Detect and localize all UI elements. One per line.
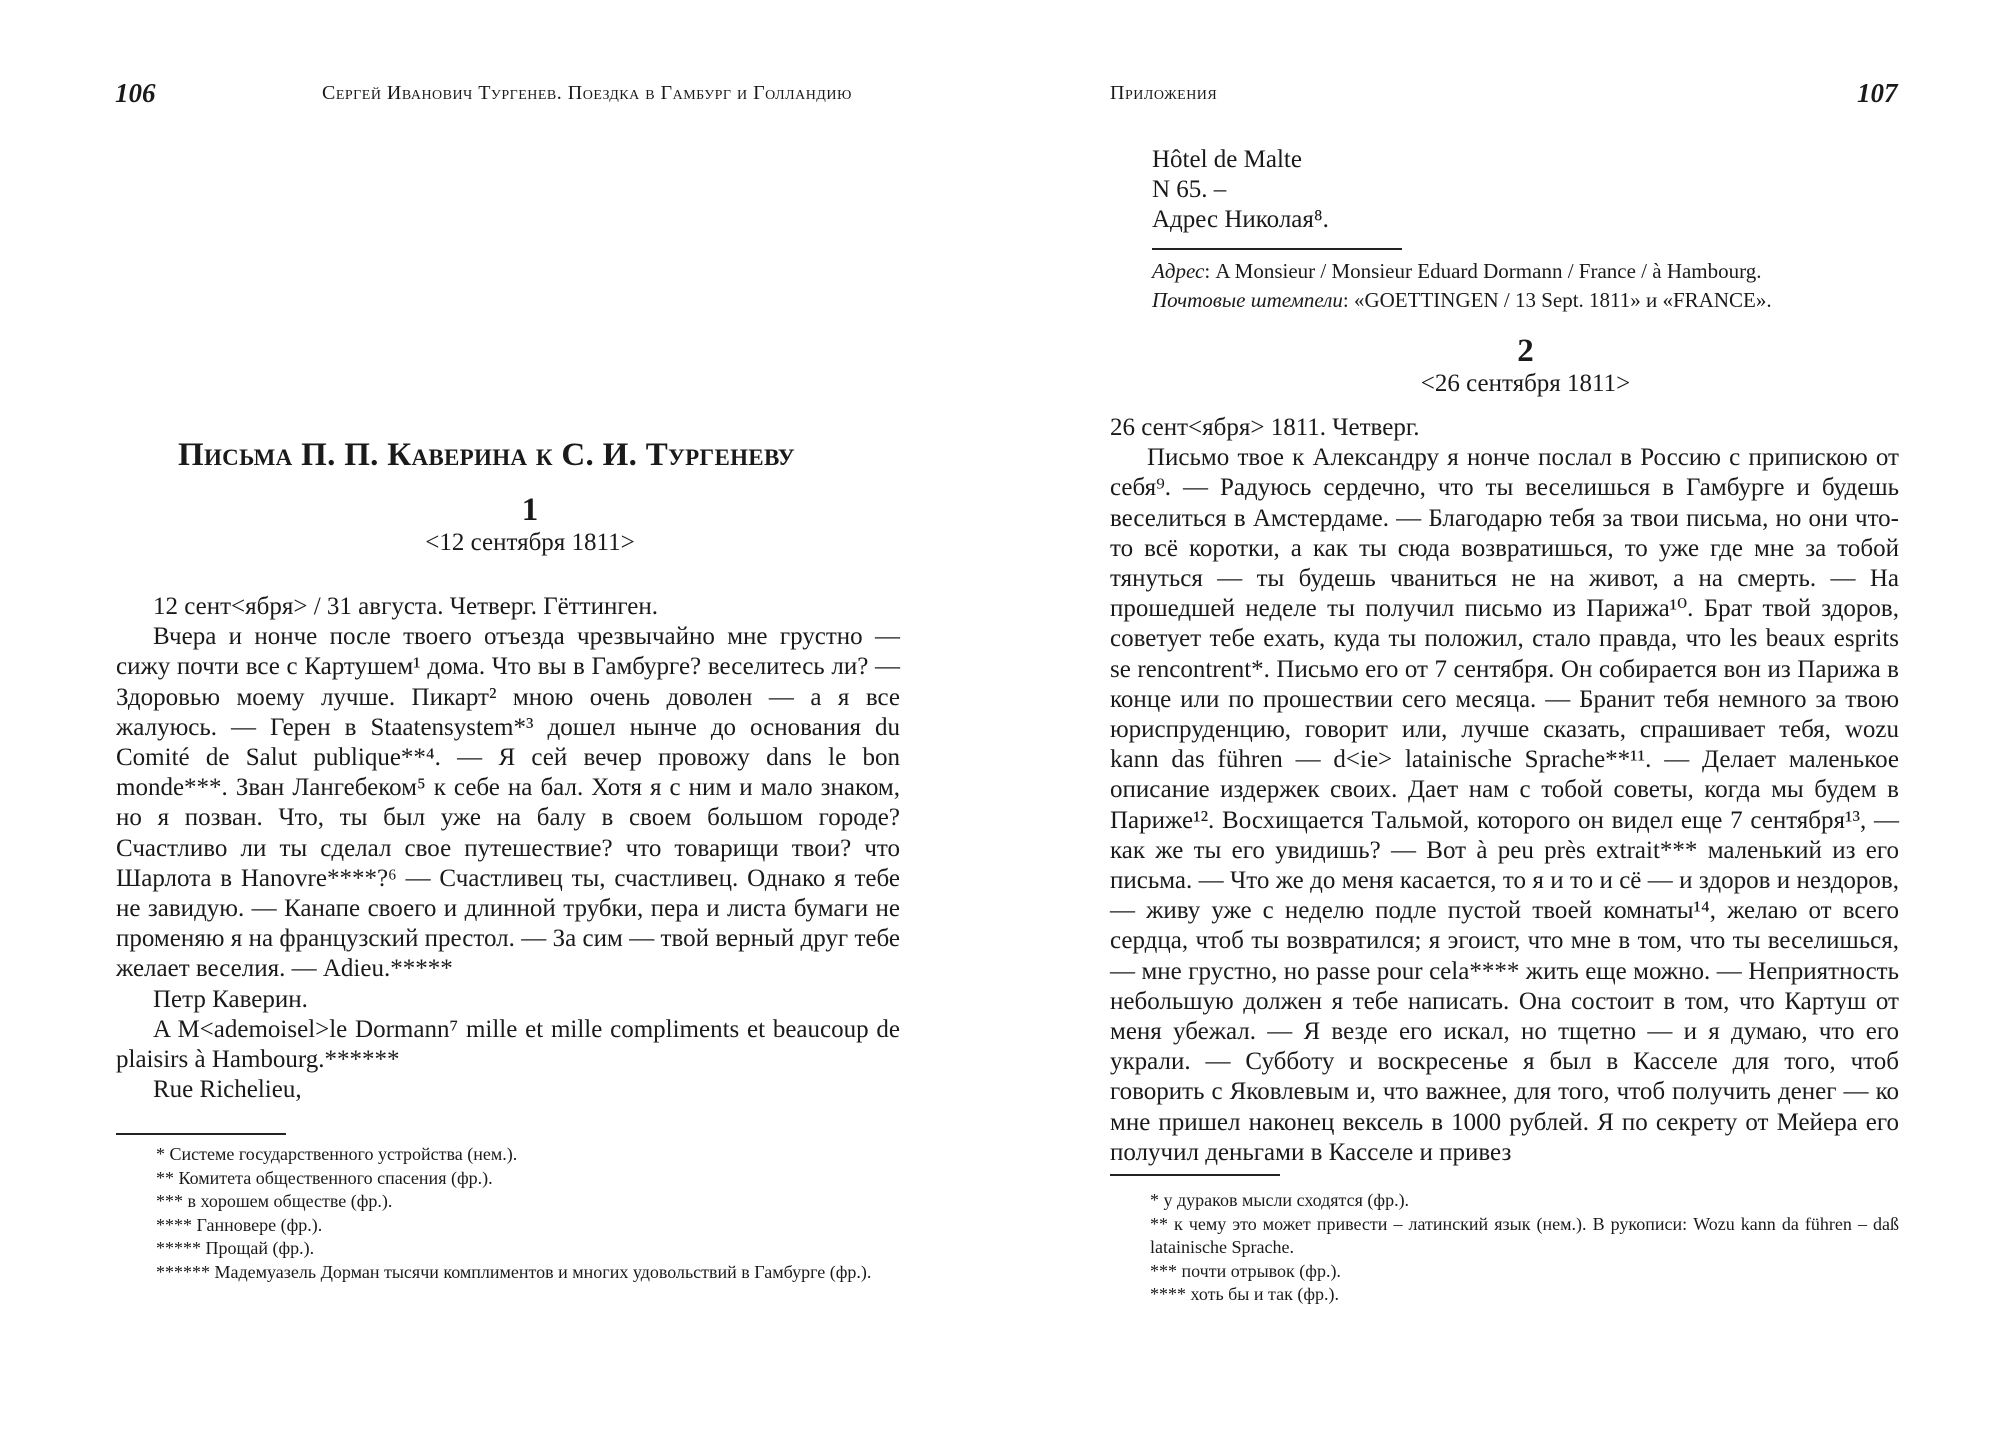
letter-number: 2 [1517,333,1534,369]
footnote: ** Комитета общественного спасения (фр.). [156,1167,493,1188]
address-line: N 65. – [1152,176,1227,203]
page-number: 107 [1857,78,1898,108]
paragraph: A M<ademoisel>le Dormann⁷ mille et mille compliments et beaucoup de plaisirs à Hambourg.****** [116,1015,900,1074]
footnotes [116,1143,900,1284]
right-page [1000,0,2000,1430]
running-head: Приложения [1110,82,1218,104]
postmarks-note [1152,286,1899,315]
paragraph: Rue Richelieu, [153,1076,302,1104]
signature: Петр Каверин. [153,985,308,1013]
footnote: ***** Прощай (фр.). [156,1238,315,1258]
footnote: ** к чему это может привести – латинский язык (нем.). В рукописи: Wozu kann da führen – daß latainische Sprache. [1150,1213,1899,1257]
section-title: Письма П. П. Каверина к С. И. Тургеневу [178,437,795,473]
address-text: : A Monsieur / Monsieur Eduard Dormann / France / à Hambourg. [1204,259,1762,283]
page-number: 106 [115,78,156,108]
letter-body [116,592,900,1105]
running-head: Сергей Иванович Тургенев. Поездка в Гамбург и Голландию [322,82,852,104]
address-rule [1152,248,1402,250]
footnote: **** хоть бы и так (фр.). [1150,1284,1340,1304]
footnote: *** почти отрывок (фр.). [1150,1260,1341,1281]
footnote: * у дураков мысли сходятся (фр.). [1150,1190,1410,1210]
address-label: Адрес [1152,259,1205,283]
postmarks-text: : «GOETTINGEN / 13 Sept. 1811» и «FRANCE». [1342,288,1772,312]
footnote: **** Ганновере (фр.). [156,1214,323,1235]
letter-number: 1 [521,492,539,528]
address-line: Адрес Николая⁸. [1152,206,1329,233]
letter-heading [150,492,910,558]
address-note [1152,257,1899,286]
footnote-rule [116,1133,286,1135]
footnotes [1110,1189,1899,1307]
paragraph: 26 сент<ября> 1811. Четверг. [1110,414,1420,441]
footnote: ****** Мадемуазель Дорман тысячи комплиментов и многих удовольствий в Гамбурге (фр.). [156,1261,872,1282]
paragraph: Письмо твое к Александру я нонче послал в Россию с припискою от себя⁹. — Радуюсь сердечно, что ты веселишься в Гамбурге и будешь веселиться в Амстердаме. — Благодарю тебя за твои письма, но они что-то всё коротки, а как ты сюда возвратишься, то уже где мне за тобой тянуться — ты будешь чваниться не на живот, а на смерть. — На прошедшей неделе ты получил письмо из Парижа¹⁰. Брат твой здоров, советует тебе ехать, куда ты положил, стало правда, что les beaux esprits se rencontrent*. Письмо его от 7 сентября. Он собирается вон из Парижа в конце или по прошествии сего месяца. — Бранит тебя немного за твою юриспруденцию, говорит или, лучше сказать, спрашивает тебя, wozu kann das führen — d<ie> latainische Sprache**¹¹. — Делает маленькое описание издержек своих. Дает нам с тобой советы, когда мы будем в Париже¹². Восхищается Тальмой, которого он видел еще 7 сентября¹³, — как же ты его увидишь? — Вот à peu près extrait*** маленький из его письма. — Что же до меня касается, то я и то и сё — и здоров и нездоров, — живу уже с неделю подле пустой твоей комнаты¹⁴, желаю от всего сердца, чтоб ты возвратился; я эгоист, что мне в том, что ты веселишься, — мне грустно, но passe pour cela**** жить еще можно. — Неприятность небольшую должен я тебе написать. Она состоит в том, что Картуш от меня убежал. — Я везде его искал, но тщетно — и я думаю, что его украли. — Субботу и воскресенье я был в Касселе для того, чтоб говорить с Яковлевым и, что важнее, для того, чтоб получить денег — ко мне пришел наконец вексель в 1000 рублей. Я по секрету от Мейера его получил деньгами в Касселе и привез [1110,444,1899,1166]
letter-body [1110,413,1899,1168]
address-block [1152,145,1752,235]
letter-heading [1152,333,1899,399]
envelope-notes [1152,257,1899,315]
footnote-rule [1110,1174,1280,1176]
footnote: *** в хорошем обществе (фр.). [156,1191,393,1211]
address-line: Hôtel de Malte [1152,146,1302,173]
letter-date: <12 сентября 1811> [425,529,635,556]
paragraph: Вчера и нонче после твоего отъезда чрезвычайно мне грустно — сижу почти все с Картушем¹ дома. Что вы в Гамбурге? веселитесь ли? — Здоровью моему лучше. Пикарт² мною очень доволен — а я все жалуюсь. — Герен в Staatensystem*³ дошел нынче до основания du Comité de Salut publique**⁴. — Я сей вечер провожу dans le bon monde***. Зван Лангебеком⁵ к себе на бал. Хотя я с ним и мало знаком, но я позван. Что, ты был уже на балу в своем большом городе? Счастливо ли ты сделал свое путешествие? что товарищи твои? что Шарлота в Hanovre****?⁶ — Счастливец ты, счастливец. Однако я тебе не завидую. — Канапе своего и длинной трубки, пера и листа бумаги не променяю я на французский престол. — За сим — твой верный друг тебе желает веселия. — Adieu.***** [116,623,900,983]
paragraph: 12 сент<ября> / 31 августа. Четверг. Гёттинген. [153,593,659,620]
letter-date: <26 сентября 1811> [1420,370,1631,397]
footnote: * Системе государственного устройства (нем.). [156,1144,518,1164]
postmarks-label: Почтовые штемпели [1152,288,1343,312]
